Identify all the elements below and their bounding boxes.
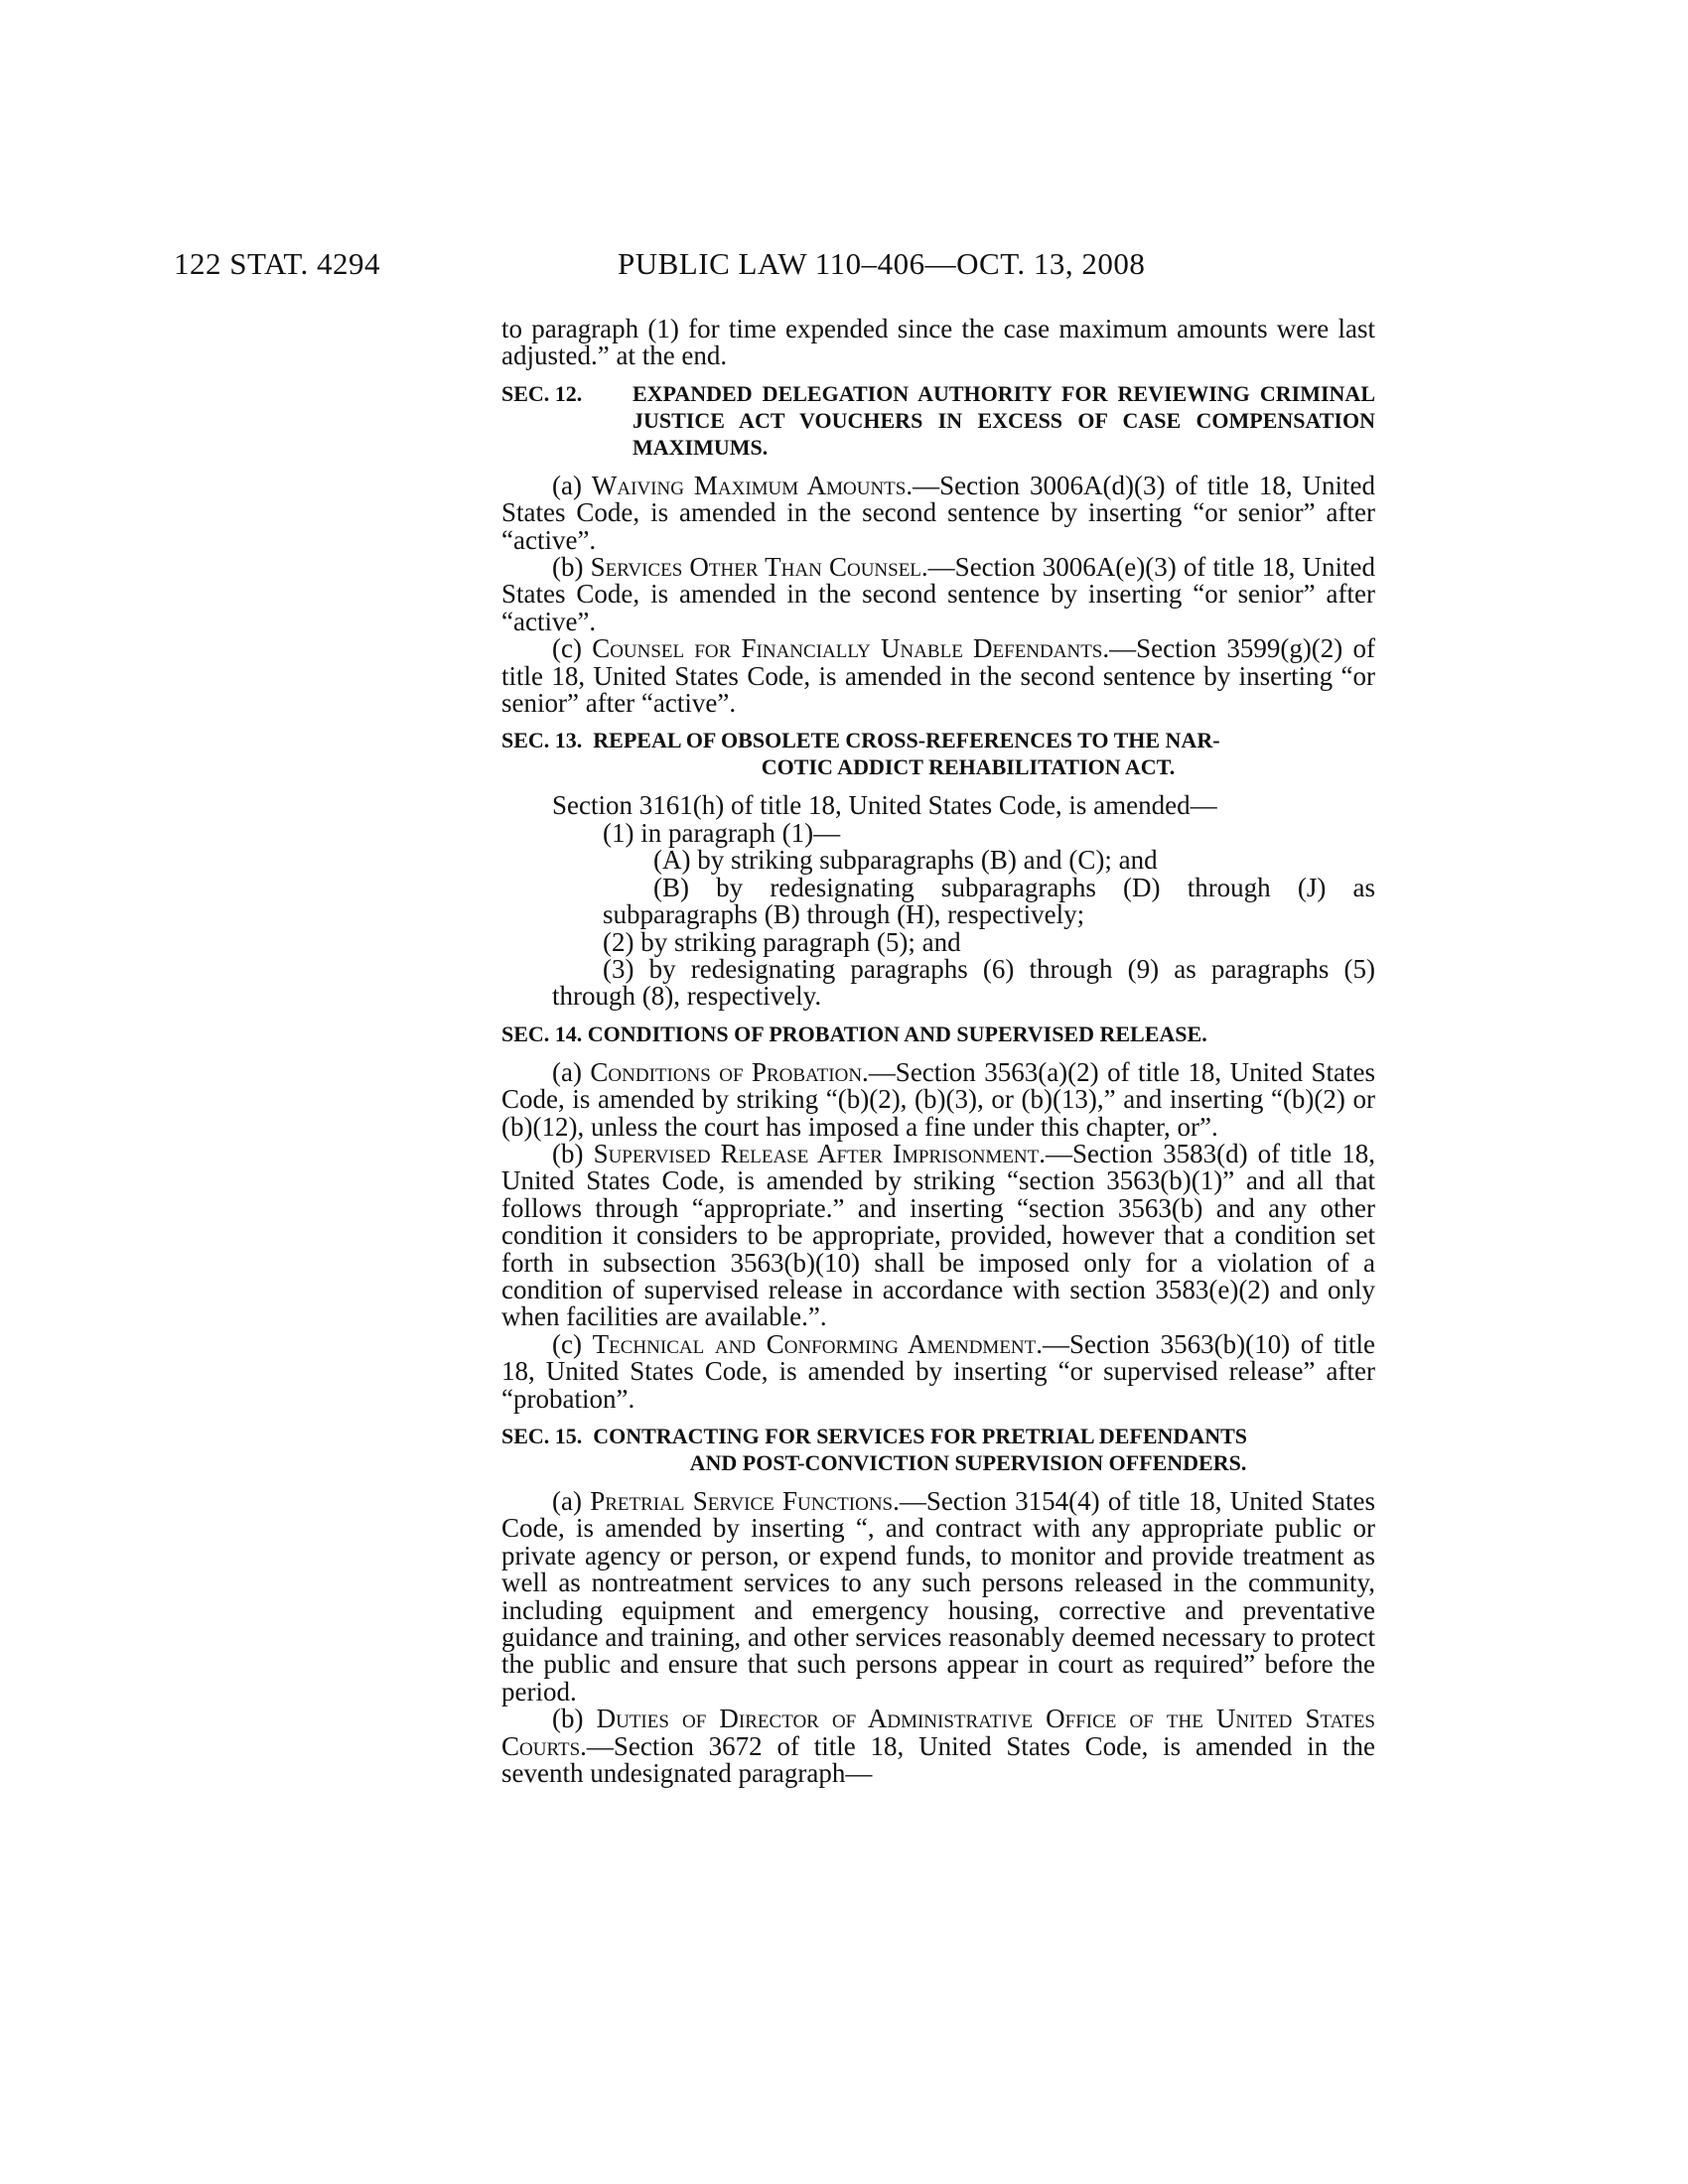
section-15-heading: [501, 1423, 1375, 1476]
section-15-number: SEC. 15.: [501, 1424, 583, 1448]
public-law-citation: PUBLIC LAW 110–406—OCT. 13, 2008: [618, 246, 1146, 281]
section-13-subparagraph-a: (A) by striking subparagraphs (B) and (C); and: [653, 845, 1158, 876]
section-12-subsection-c: (c) Counsel for Financially Unable Defendants.—Section 3599(g)(2) of title 18, United States Code, is amended in the second sentence by inserting “or senior” after “active”.: [501, 633, 1375, 719]
document-body: [501, 316, 1375, 1787]
subsection-heading: Counsel for Financially Unable Defendants.: [592, 633, 1110, 664]
section-12-subsection-a: (a) Waiving Maximum Amounts.—Section 3006A(d)(3) of title 18, United States Code, is amended in the second sentence by inserting “or senior” after “active”.: [501, 470, 1375, 555]
intro-paragraph: to paragraph (1) for time expended since the case maximum amounts were last adjusted.” at the end.: [501, 314, 1375, 371]
section-14-heading: SEC. 14. CONDITIONS OF PROBATION AND SUPERVISED RELEASE.: [501, 1021, 1207, 1046]
subsection-heading: Technical and Conforming Amendment.: [592, 1328, 1044, 1359]
subsection-heading: Conditions of Probation.: [590, 1056, 869, 1087]
section-12-title: EXPANDED DELEGATION AUTHORITY FOR REVIEWING CRIMINAL JUSTICE ACT VOUCHERS IN EXCESS OF CASE COMPENSATION MAXIMUMS.: [633, 380, 1375, 460]
section-14-subsection-c: (c) Technical and Conforming Amendment.—Section 3563(b)(10) of title 18, United States Code, is amended by inserting “or supervised release” after “probation”.: [501, 1328, 1375, 1414]
section-13-title-line-1: REPEAL OF OBSOLETE CROSS-REFERENCES TO THE NAR-: [593, 728, 1220, 753]
page-header: [174, 246, 1365, 286]
statute-page-number: 122 STAT. 4294: [174, 246, 381, 281]
section-13-heading: [501, 727, 1375, 780]
subsection-heading: Duties of Director of Administrative Office of the United States Courts.: [501, 1704, 1375, 1761]
section-13-subparagraph-b: (B) by redesignating subparagraphs (D) through (J) as subparagraphs (B) through (H), respectively;: [603, 872, 1375, 930]
section-12-heading: [501, 380, 1375, 461]
section-12-number: SEC. 12.: [501, 380, 583, 406]
section-14-subsection-a: (a) Conditions of Probation.—Section 3563(a)(2) of title 18, United States Code, is amended by striking “(b)(2), (b)(3), or (b)(13),” and inserting “(b)(2) or (b)(12), unless the court has imposed a fine under this chapter, or”.: [501, 1056, 1375, 1142]
section-13-lead: Section 3161(h) of title 18, United States Code, is amended—: [552, 790, 1217, 821]
subsection-heading: Pretrial Service Functions.: [590, 1486, 900, 1516]
subsection-heading: Waiving Maximum Amounts.: [591, 470, 914, 500]
section-15-subsection-b: (b) Duties of Director of Administrative Office of the United States Courts.—Section 3672 of title 18, United States Code, is amended in the seventh undesignated paragraph—: [501, 1704, 1375, 1789]
subsection-heading: Services Other Than Counsel.: [590, 552, 928, 583]
section-12-subsection-b: (b) Services Other Than Counsel.—Section 3006A(e)(3) of title 18, United States Code, is amended in the second sentence by inserting “or senior” after “active”.: [501, 552, 1375, 636]
section-13-title-line-2: COTIC ADDICT REHABILITATION ACT.: [761, 754, 1176, 780]
subsection-heading: Supervised Release After Imprisonment.: [593, 1138, 1047, 1168]
section-13-number: SEC. 13.: [501, 728, 583, 753]
section-15-title-line-1: CONTRACTING FOR SERVICES FOR PRETRIAL DEFENDANTS: [593, 1424, 1248, 1448]
section-13-paragraph-1: (1) in paragraph (1)—: [603, 817, 841, 848]
section-14-subsection-b: (b) Supervised Release After Imprisonment.—Section 3583(d) of title 18, United States Code, is amended by striking “section 3563(b)(1)” and all that follows through “appropriate.” and inserting “section 3563(b) and any other condition it considers to be appropriate, provided, however that a condition set forth in subsection 3563(b)(10) shall be imposed only for a violation of a condition of supervised release in accordance with section 3583(e)(2) and only when facilities are available.”.: [501, 1138, 1376, 1332]
section-13-paragraph-3: (3) by redesignating paragraphs (6) through (9) as paragraphs (5) through (8), respectively.: [552, 953, 1375, 1012]
section-15-subsection-a: (a) Pretrial Service Functions.—Section 3154(4) of title 18, United States Code, is amended by inserting “, and contract with any appropriate public or private agency or person, or expend funds, to monitor and provide treatment as well as nontreatment services to any such persons released in the community, including equipment and emergency housing, corrective and preventative guidance and training, and other services reasonably deemed necessary to protect the public and ensure that such persons appear in court as required” before the period.: [501, 1486, 1375, 1706]
section-13-paragraph-2: (2) by striking paragraph (5); and: [603, 926, 961, 957]
section-15-title-line-2: AND POST-CONVICTION SUPERVISION OFFENDERS.: [689, 1450, 1247, 1475]
